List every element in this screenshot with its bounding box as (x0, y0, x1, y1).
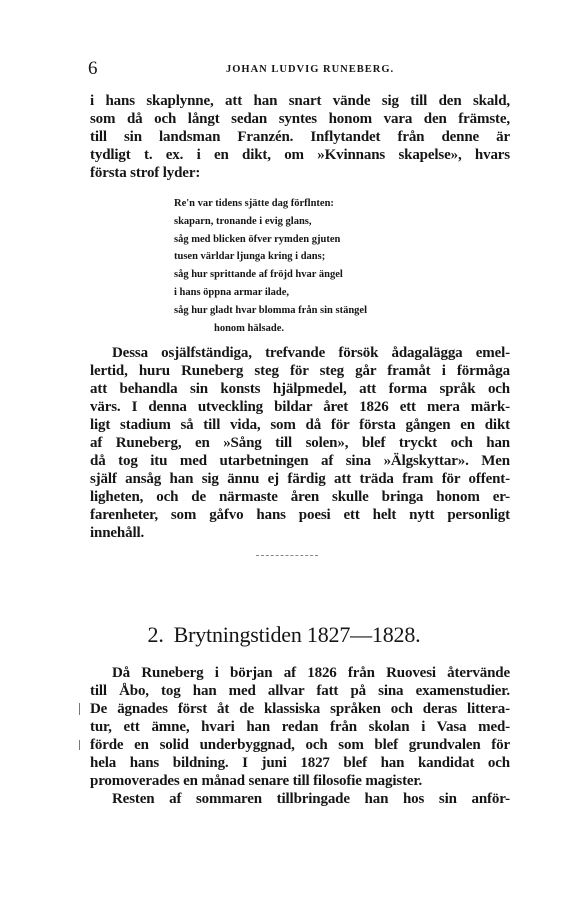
poem-line: skaparn, tronande i evig glans, (174, 215, 312, 227)
text-line: ligt stadium så till vida, som då för första gången en dikt (90, 417, 510, 433)
text-line: Resten af sommaren tillbringade han hos sin anför- (112, 791, 510, 807)
text-line: lertid, huru Runeberg steg för steg går framåt i förmåga (90, 363, 510, 379)
text-line: tur, ett ämne, hvari han redan från skolan i Vasa med- (90, 719, 510, 735)
text-line: förde en solid underbyggnad, och som blef grundvalen för (90, 737, 510, 753)
text-line: hela hans bildning. I juni 1827 blef han kandidat och (90, 755, 510, 771)
page-number: 6 (88, 58, 98, 79)
text-line: att behandla sin konsts hjälpmedel, att forma språk och (90, 381, 510, 397)
poem-line: såg hur gladt hvar blomma från sin stängel (174, 304, 368, 316)
text-line: farenheter, som gåfvo hans poesi ett helt nytt personligt (90, 507, 510, 523)
running-head (88, 58, 508, 78)
paragraph-3 (90, 664, 510, 790)
text-line: innehåll. (90, 525, 145, 541)
section-divider (256, 555, 318, 556)
text-line: i hans skaplynne, att han snart vände sig till den skald, (90, 93, 510, 109)
text-line: af Runeberg, en »Sång till solen», blef tryckt och han (90, 435, 510, 451)
text-line: till Åbo, tog han med allvar fatt på sina examenstudier. (90, 683, 510, 699)
running-title: JOHAN LUDVIG RUNEBERG. (226, 64, 395, 75)
margin-mark (79, 703, 80, 715)
text-line: tydligt t. ex. i en dikt, om »Kvinnans skapelse», hvars (90, 147, 510, 163)
text-line: promoverades en månad senare till filosofie magister. (90, 773, 423, 789)
poem-line: Re'n var tidens sjätte dag förflnten: (174, 198, 334, 209)
poem-line: såg hur sprittande af fröjd hvar ängel (174, 269, 343, 281)
text-line: som då och långt sedan syntes honom vara den främste, (90, 111, 510, 127)
text-line: då tog itu med utarbetningen af sina »Älgskyttar». Men (90, 453, 510, 469)
poem-line: i hans öppna armar ilade, (174, 286, 290, 298)
text-line: Då Runeberg i början af 1826 från Ruovesi återvände (112, 665, 510, 681)
paragraph-4 (90, 790, 510, 808)
poem-line: honom hälsade. (214, 322, 285, 334)
text-line: första strof lyder: (90, 165, 201, 181)
text-line: till sin landsman Franzén. Inflytandet från denne är (90, 129, 510, 145)
text-line: ligheten, och de närmaste åren skulle bringa honom er- (90, 489, 510, 505)
poem-line: tusen världar ljunga kring i dans; (174, 251, 326, 263)
text-line: Dessa osjälfständiga, trefvande försök ådagalägga emel- (112, 345, 510, 361)
section-heading (0, 622, 568, 648)
margin-mark (79, 740, 80, 750)
section-title: Brytningstiden 1827—1828. (173, 622, 421, 647)
paragraph-1 (90, 92, 510, 182)
text-line: De ägnades först åt de klassiska språken och deras littera- (90, 701, 510, 717)
text-line: själf ansåg han sig ännu ej färdig att träda fram för offent- (90, 471, 510, 487)
text-line: värs. I denna utveckling bildar året 1826 ett mera märk- (90, 399, 510, 415)
paragraph-2 (90, 344, 510, 542)
section-number: 2. (147, 622, 164, 647)
poem-stanza (174, 195, 434, 337)
poem-line: såg med blicken öfver rymden gjuten (174, 233, 341, 245)
